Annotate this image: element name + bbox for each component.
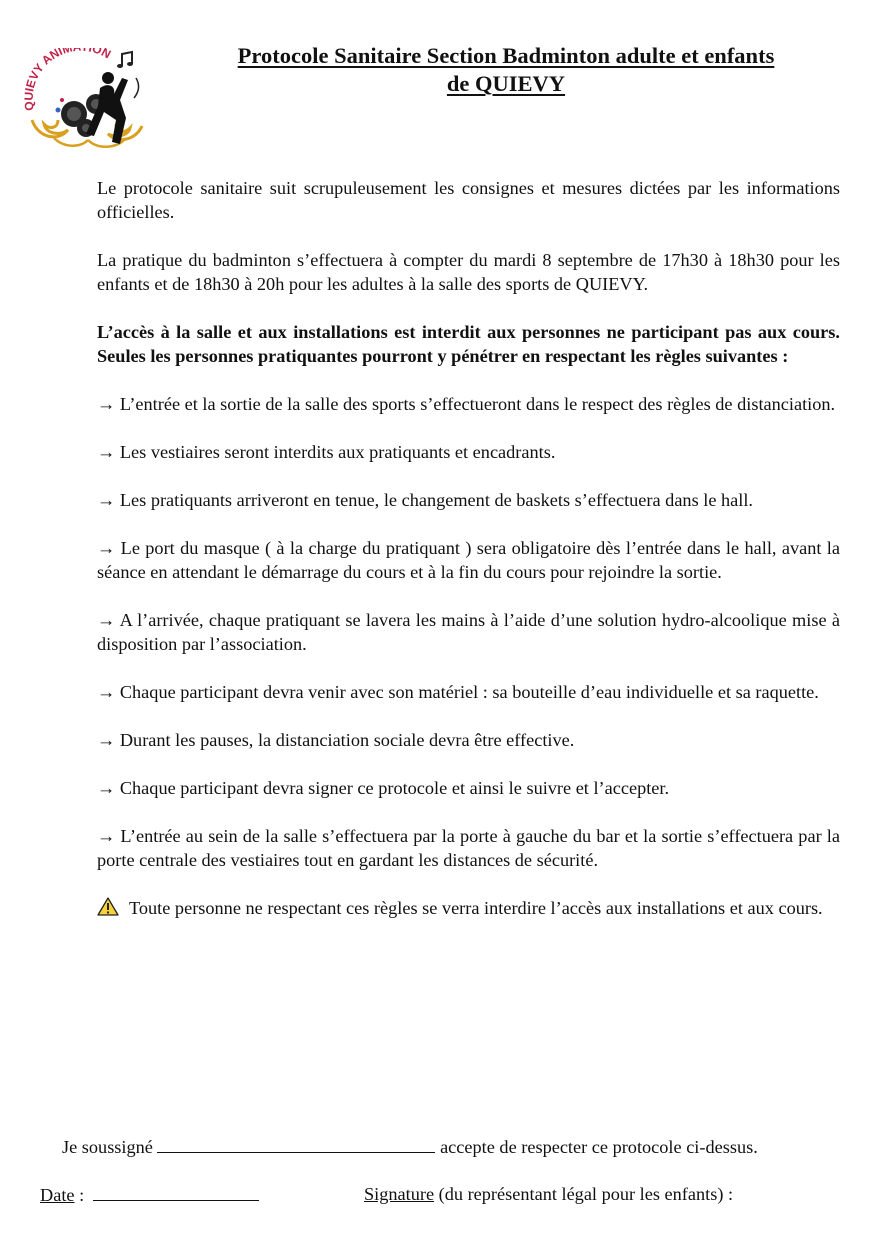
sign-prefix: Je soussigné: [62, 1137, 153, 1157]
paragraph-intro: Le protocole sanitaire suit scrupuleusement les consignes et mesures dictées par les informations officielles.: [97, 178, 840, 222]
title-line-2: de QUIEVY: [446, 71, 566, 96]
date-colon: :: [74, 1185, 85, 1205]
rule-item: → Les vestiaires seront interdits aux pratiquants et encadrants.: [97, 442, 556, 462]
rule-item: → Le port du masque ( à la charge du pratiquant ) sera obligatoire dès l’entrée dans le hall, avant la séance en attendant le démarrage du cours et à la fin du cours pour rejoindre la sortie.: [97, 538, 840, 582]
warning-paragraph: [97, 896, 840, 922]
quievy-animation-logo: [24, 48, 148, 154]
sign-suffix: accepte de respecter ce protocole ci-dessus.: [440, 1137, 758, 1157]
rule-item: → L’entrée et la sortie de la salle des sports s’effectueront dans le respect des règles de distanciation.: [97, 394, 836, 414]
document-title: [150, 42, 862, 98]
document-body: [97, 176, 840, 946]
date-blank-field[interactable]: [93, 1182, 259, 1201]
signature-label: Signature: [364, 1184, 435, 1204]
rule-item: → Durant les pauses, la distanciation sociale devra être effective.: [97, 730, 575, 750]
signature-line: [364, 1182, 733, 1206]
rule-item: → Les pratiquants arriveront en tenue, le changement de baskets s’effectuera dans le hall.: [97, 490, 754, 510]
rule-item: → A l’arrivée, chaque pratiquant se lavera les mains à l’aide d’une solution hydro-alcoolique mise à disposition par l’association.: [97, 610, 840, 654]
name-blank-field[interactable]: [157, 1134, 435, 1153]
date-label: Date: [40, 1185, 75, 1205]
rule-item: → L’entrée au sein de la salle s’effectuera par la porte à gauche du bar et la sortie s’effectuera par la porte centrale des vestiaires tout en gardant les distances de sécurité.: [97, 826, 840, 870]
paragraph-access-rules: L’accès à la salle et aux installations est interdit aux personnes ne participant pas aux cours. Seules les personnes pratiquantes pourront y pénétrer en respectant les règles suivantes :: [97, 322, 840, 366]
warning-text: Toute personne ne respectant ces règles se verra interdire l’accès aux installations et aux cours.: [129, 898, 823, 918]
paragraph-schedule: La pratique du badminton s’effectuera à compter du mardi 8 septembre de 17h30 à 18h30 pour les enfants et de 18h30 à 20h pour les adultes à la salle des sports de QUIEVY.: [97, 250, 840, 294]
rule-item: → Chaque participant devra signer ce protocole et ainsi le suivre et l’accepter.: [97, 778, 670, 798]
signature-note: (du représentant légal pour les enfants) :: [434, 1184, 734, 1204]
date-line: [40, 1182, 259, 1207]
signature-statement: [62, 1134, 758, 1159]
title-line-1: Protocole Sanitaire Section Badminton adulte et enfants: [237, 43, 775, 68]
warning-icon: [97, 897, 119, 922]
rule-item: → Chaque participant devra venir avec son matériel : sa bouteille d’eau individuelle et sa raquette.: [97, 682, 819, 702]
logo-text: EVY ANIM ON: [24, 48, 114, 90]
